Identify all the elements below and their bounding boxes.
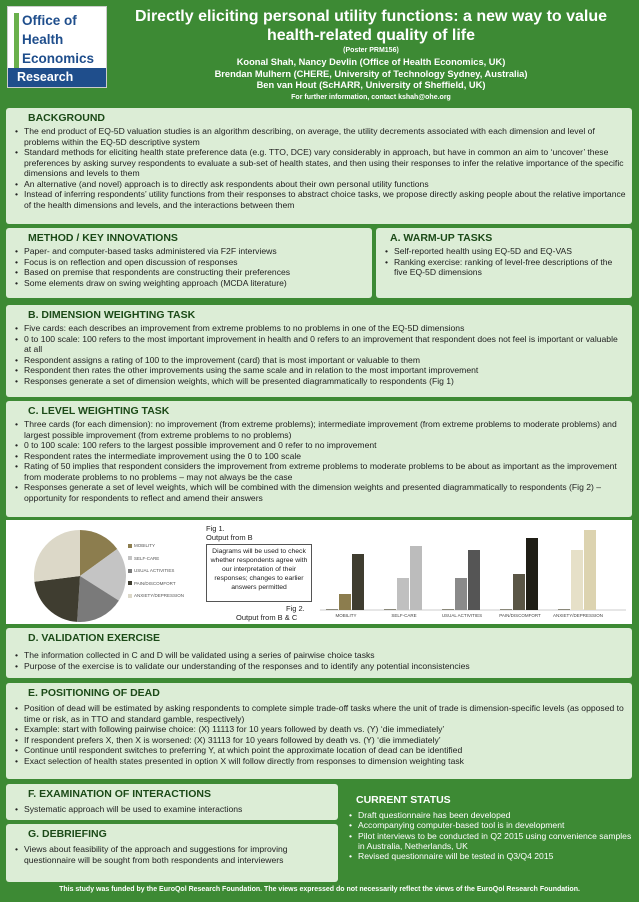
method-heading: METHOD / KEY INNOVATIONS [28,232,178,244]
list-item: • Purpose of the exercise is to validate our understanding of the responses and to identify any potential inconsistencies [14,661,626,672]
dead-section [6,683,632,779]
poster-number: (Poster PRM156) [343,47,399,54]
legend-label: ANXIETY/DEPRESSION [134,593,185,598]
dead-heading: E. POSITIONING OF DEAD [28,687,160,699]
legend-label: PAIN/DISCOMFORT [134,580,176,586]
legend-item [128,553,184,566]
dimension-heading: B. DIMENSION WEIGHTING TASK [28,309,196,321]
dimension-section [6,305,632,397]
legend-swatch [128,544,132,548]
list-item: • Five cards: each describes an improvement from extreme problems to no problems in one of the EQ-5D dimensions [14,323,626,334]
pie-slice-pain-discomfort [34,576,80,622]
bar-anxiety-depression-1 [571,550,583,610]
bar-usual-activities-2 [468,550,480,610]
method-section [6,228,372,298]
warmup-section [376,228,632,298]
list-item: • 0 to 100 scale: 100 refers to the most important improvement in health and 0 refers to an improvement that respondent does not feel is important or valuable at all [14,334,626,355]
background-list [14,126,626,210]
bar-mobility-1 [339,594,351,610]
background-heading: BACKGROUND [28,112,105,124]
level-section [6,401,632,517]
list-item: • An alternative (and novel) approach is to directly ask respondents about their own personal utility functions [14,179,626,190]
list-item: • Pilot interviews to be conducted in Q2 2015 using convenience samples in Australia, Netherlands, UK [346,831,634,852]
bar-pain-discomfort-1 [513,574,525,610]
bar-mobility-2 [352,554,364,610]
warmup-list [384,246,626,278]
bar-category-label: USUAL ACTIVITIES [441,613,483,618]
fig1-legend [128,540,184,603]
list-item: • If respondent prefers X, then X is worsened: (X) 31113 for 10 years followed by death vs. (Y) ‘die immediately’ [14,735,626,746]
list-item: • Responses generate a set of dimension weights, which will be presented diagrammatically to respondents (Fig 1) [14,376,626,387]
fig1-caption: Output from B [206,533,253,542]
list-item: • The information collected in C and D will be validated using a series of pairwise choice tasks [14,650,626,661]
logo-line-2: Health [22,32,64,47]
authors-line-3: Ben van Hout (ScHARR, University of Sheffield, UK) [256,80,486,90]
legend-item [128,540,184,553]
fig1-label: Fig 1. [206,524,225,533]
list-item: • The end product of EQ-5D valuation studies is an algorithm describing, on average, the utility decrements associated with each dimension and level of problems within the EQ-5D descriptive system [14,126,626,147]
validation-list [14,650,626,671]
fig2-caption: Output from B & C [236,613,298,622]
bar-pain-discomfort-2 [526,538,538,610]
legend-item [128,578,184,591]
background-section [6,108,632,224]
list-item: • Paper- and computer-based tasks administered via F2F interviews [14,246,366,257]
bar-anxiety-depression-0 [558,609,570,610]
legend-label: MOBILITY [134,543,156,548]
pie-slice-anxiety-depression [34,530,80,582]
status-list [346,810,634,861]
list-item: • Continue until respondent switches to preferring Y, at which point the approximate location of dead can be identified [14,745,626,756]
list-item: • Responses generate a set of level weights, which will be combined with the dimension weights and presented diagrammatically to respondents (Fig 2) – opportunity for respondents to reflect and amend their answers [14,482,626,503]
fig1-pie-chart [32,528,128,624]
debrief-section [6,824,338,882]
logo-bar [14,13,19,69]
bar-mobility-0 [326,609,338,610]
list-item: • Ranking exercise: ranking of level-free descriptions of the five EQ-5D dimensions [384,257,626,278]
figure-callout: Diagrams will be used to check whether respondents agree with our interpretation of their responses; changes to earlier answers permitted [206,544,312,602]
dimension-list [14,323,626,386]
bar-usual-activities-0 [442,609,454,610]
bar-pain-discomfort-0 [500,609,512,610]
poster-title: Directly eliciting personal utility functions: a new way to value health-related quality of life [134,8,608,44]
authors [110,57,632,92]
fig2-bar-chart [318,522,630,622]
legend-swatch [128,556,132,560]
list-item: • Respondent then rates the other improvements using the same scale and in relation to the most important improvement [14,365,626,376]
level-heading: C. LEVEL WEIGHTING TASK [28,405,170,417]
list-item: • Three cards (for each dimension): no improvement (from extreme problems); intermediate improvement (from extreme problems to moderate problems) and largest possible improvement (from extreme problems to no problems) [14,419,626,440]
debrief-heading: G. DEBRIEFING [28,828,107,840]
validation-section [6,628,632,678]
bar-category-label: SELF-CARE [391,613,417,618]
interactions-list [14,804,332,815]
legend-item [128,565,184,578]
list-item: • Based on premise that respondents are constructing their preferences [14,267,366,278]
list-item: • Views about feasibility of the approach and suggestions for improving questionnaire will be sought from both respondents and interviewers [14,844,332,865]
list-item: • Draft questionnaire has been developed [346,810,634,820]
list-item: • Instead of inferring respondents’ utility functions from their responses to abstract choice tasks, we propose directly asking people about the relative importance of the health dimensions and levels, and the interactions between them [14,189,626,210]
dead-list [14,703,626,766]
list-item: • Example: start with following pairwise choice: (X) 11113 for 10 years followed by death vs. (Y) ‘die immediately’ [14,724,626,735]
ohe-logo [7,6,107,88]
list-item: • Accompanying computer-based tool is in development [346,820,634,830]
bar-self-care-2 [410,546,422,610]
level-list [14,419,626,503]
bar-usual-activities-1 [455,578,467,610]
list-item: • Respondent rates the intermediate improvement using the 0 to 100 scale [14,451,626,462]
status-heading: CURRENT STATUS [356,794,451,806]
logo-line-1: Office of [22,13,77,28]
list-item: • Systematic approach will be used to examine interactions [14,804,332,815]
list-item: • Some elements draw on swing weighting approach (MCDA literature) [14,278,366,289]
list-item: • 0 to 100 scale: 100 refers to the largest possible improvement and 0 refer to no improvement [14,440,626,451]
legend-label: SELF-CARE [134,555,160,561]
warmup-heading: A. WARM-UP TASKS [390,232,493,244]
validation-heading: D. VALIDATION EXERCISE [28,632,161,644]
list-item: • Position of dead will be estimated by asking respondents to complete simple trade-off tasks where the unit of trade is dimension-specific levels (as opposed to time or risk, as in TTO and standard gamble, respectively) [14,703,626,724]
legend-swatch [128,594,132,598]
list-item: • Exact selection of health states presented in option X will follow directly from responses to dimension weighting task [14,756,626,767]
bar-anxiety-depression-2 [584,530,596,610]
logo-line-3: Economics [22,51,95,66]
legend-label: USUAL ACTIVITIES [134,568,175,573]
interactions-heading: F. EXAMINATION OF INTERACTIONS [28,788,211,800]
contact-line: For further information, contact kshah@ohe.org [291,94,451,101]
figures-panel [6,520,632,624]
interactions-section [6,784,338,820]
method-list [14,246,366,288]
list-item: • Self-reported health using EQ-5D and EQ-VAS [384,246,626,257]
bar-category-label: MOBILITY [335,613,357,618]
list-item: • Focus is on reflection and open discussion of responses [14,257,366,268]
authors-line-1: Koonal Shah, Nancy Devlin (Office of Health Economics, UK) [236,57,506,67]
current-status-section [344,790,634,890]
funding-footer: This study was funded by the EuroQol Research Foundation. The views expressed do not necessarily reflect the views of the EuroQol Research Foundation. [59,886,580,893]
authors-line-2: Brendan Mulhern (CHERE, University of Technology Sydney, Australia) [214,68,528,79]
bar-self-care-1 [397,578,409,610]
debrief-list [14,844,332,865]
legend-swatch [128,569,132,573]
legend-item [128,590,184,603]
list-item: • Revised questionnaire will be tested in Q3/Q4 2015 [346,851,634,861]
bar-category-label: ANXIETY/DEPRESSION [552,613,604,618]
list-item: • Standard methods for eliciting health state preference data (e.g. TTO, DCE) vary considerably in approach, but have in common an aim to ‘uncover’ these preferences by asking survey respondents to evaluate a sub-set of health states, and then using their responses to infer the relative importance of the specific dimensions and levels to them [14,147,626,179]
list-item: • Respondent assigns a rating of 100 to the improvement (card) that is most important or valuable to them [14,355,626,366]
list-item: • Rating of 50 implies that respondent considers the improvement from extreme problems to moderate problems to be about as important as the improvement from moderate problems to no problems – may not always be the case [14,461,626,482]
legend-swatch [128,581,132,585]
logo-research: Research [8,68,106,87]
fig2-label: Fig 2. [286,604,305,613]
bar-category-label: PAIN/DISCOMFORT [499,613,541,618]
bar-self-care-0 [384,609,396,610]
